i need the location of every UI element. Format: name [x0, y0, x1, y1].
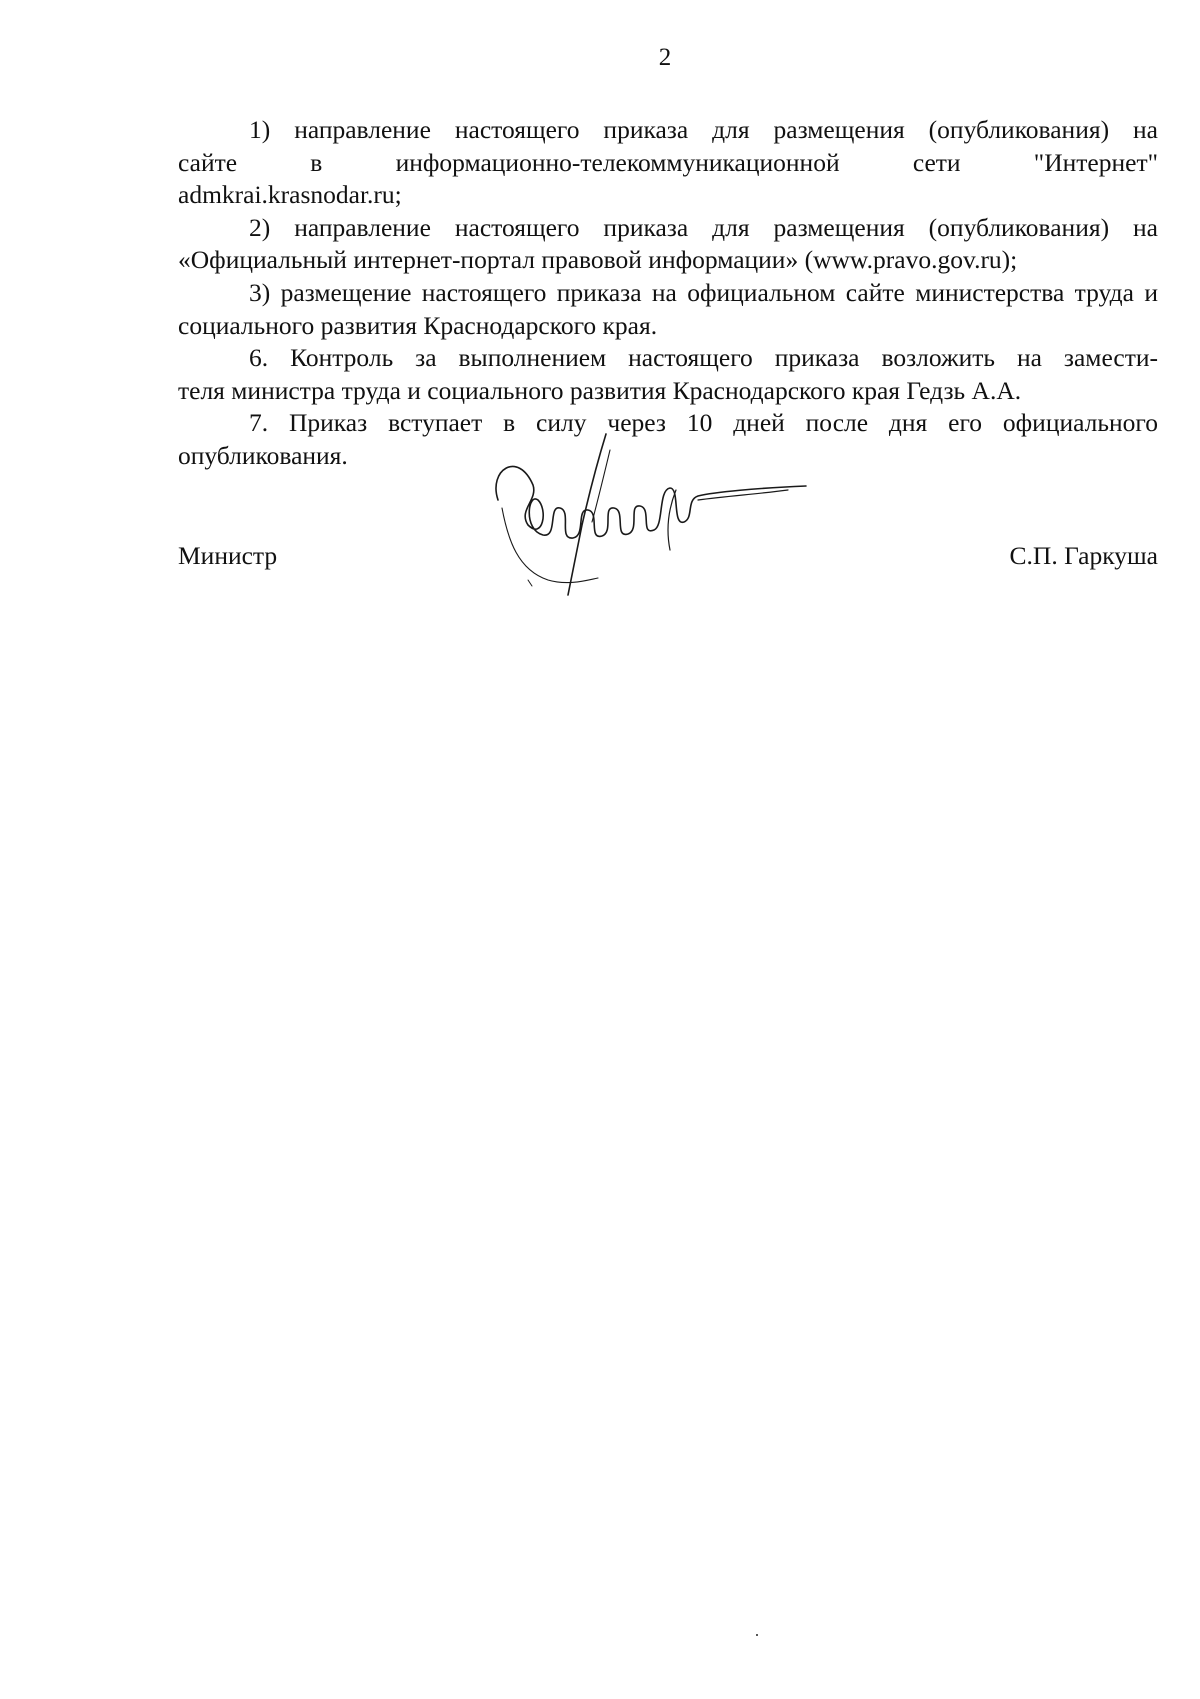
paragraph-1-line-3: admkrai.krasnodar.ru;: [178, 180, 402, 210]
paragraph-1-line-2: сайте в информационно-телекоммуникационной сети "Интернет": [178, 147, 1158, 177]
page-number: 2: [658, 44, 672, 71]
paragraph-2: 2) направление настоящего приказа для размещения (опубликования) на «Официальный интернет-портал правовой информации» (www.pravo.gov.ru);: [178, 212, 1158, 275]
paragraph-1-line-1: 1) направление настоящего приказа для размещения (опубликования) на: [249, 115, 1158, 144]
stray-dot-mark: [756, 1634, 758, 1636]
paragraph-3: 3) размещение настоящего приказа на официальном сайте министерства труда и социального развития Краснодарского края.: [178, 277, 1158, 340]
paragraph-4-line-1: 6. Контроль за выполнением настоящего приказа возложить на замести-: [249, 343, 1158, 373]
signatory-name: С.П. Гаркуша: [1009, 541, 1158, 570]
signatory-position: Министр: [178, 541, 278, 570]
signature-block: [178, 540, 1158, 580]
paragraph-4-line-2: теля министра труда и социального развития Краснодарского края Гедзь А.А.: [178, 375, 1022, 405]
document-body: [178, 114, 1158, 473]
paragraph-5: 7. Приказ вступает в силу через 10 дней после дня его официального опубликования.: [178, 408, 1158, 470]
